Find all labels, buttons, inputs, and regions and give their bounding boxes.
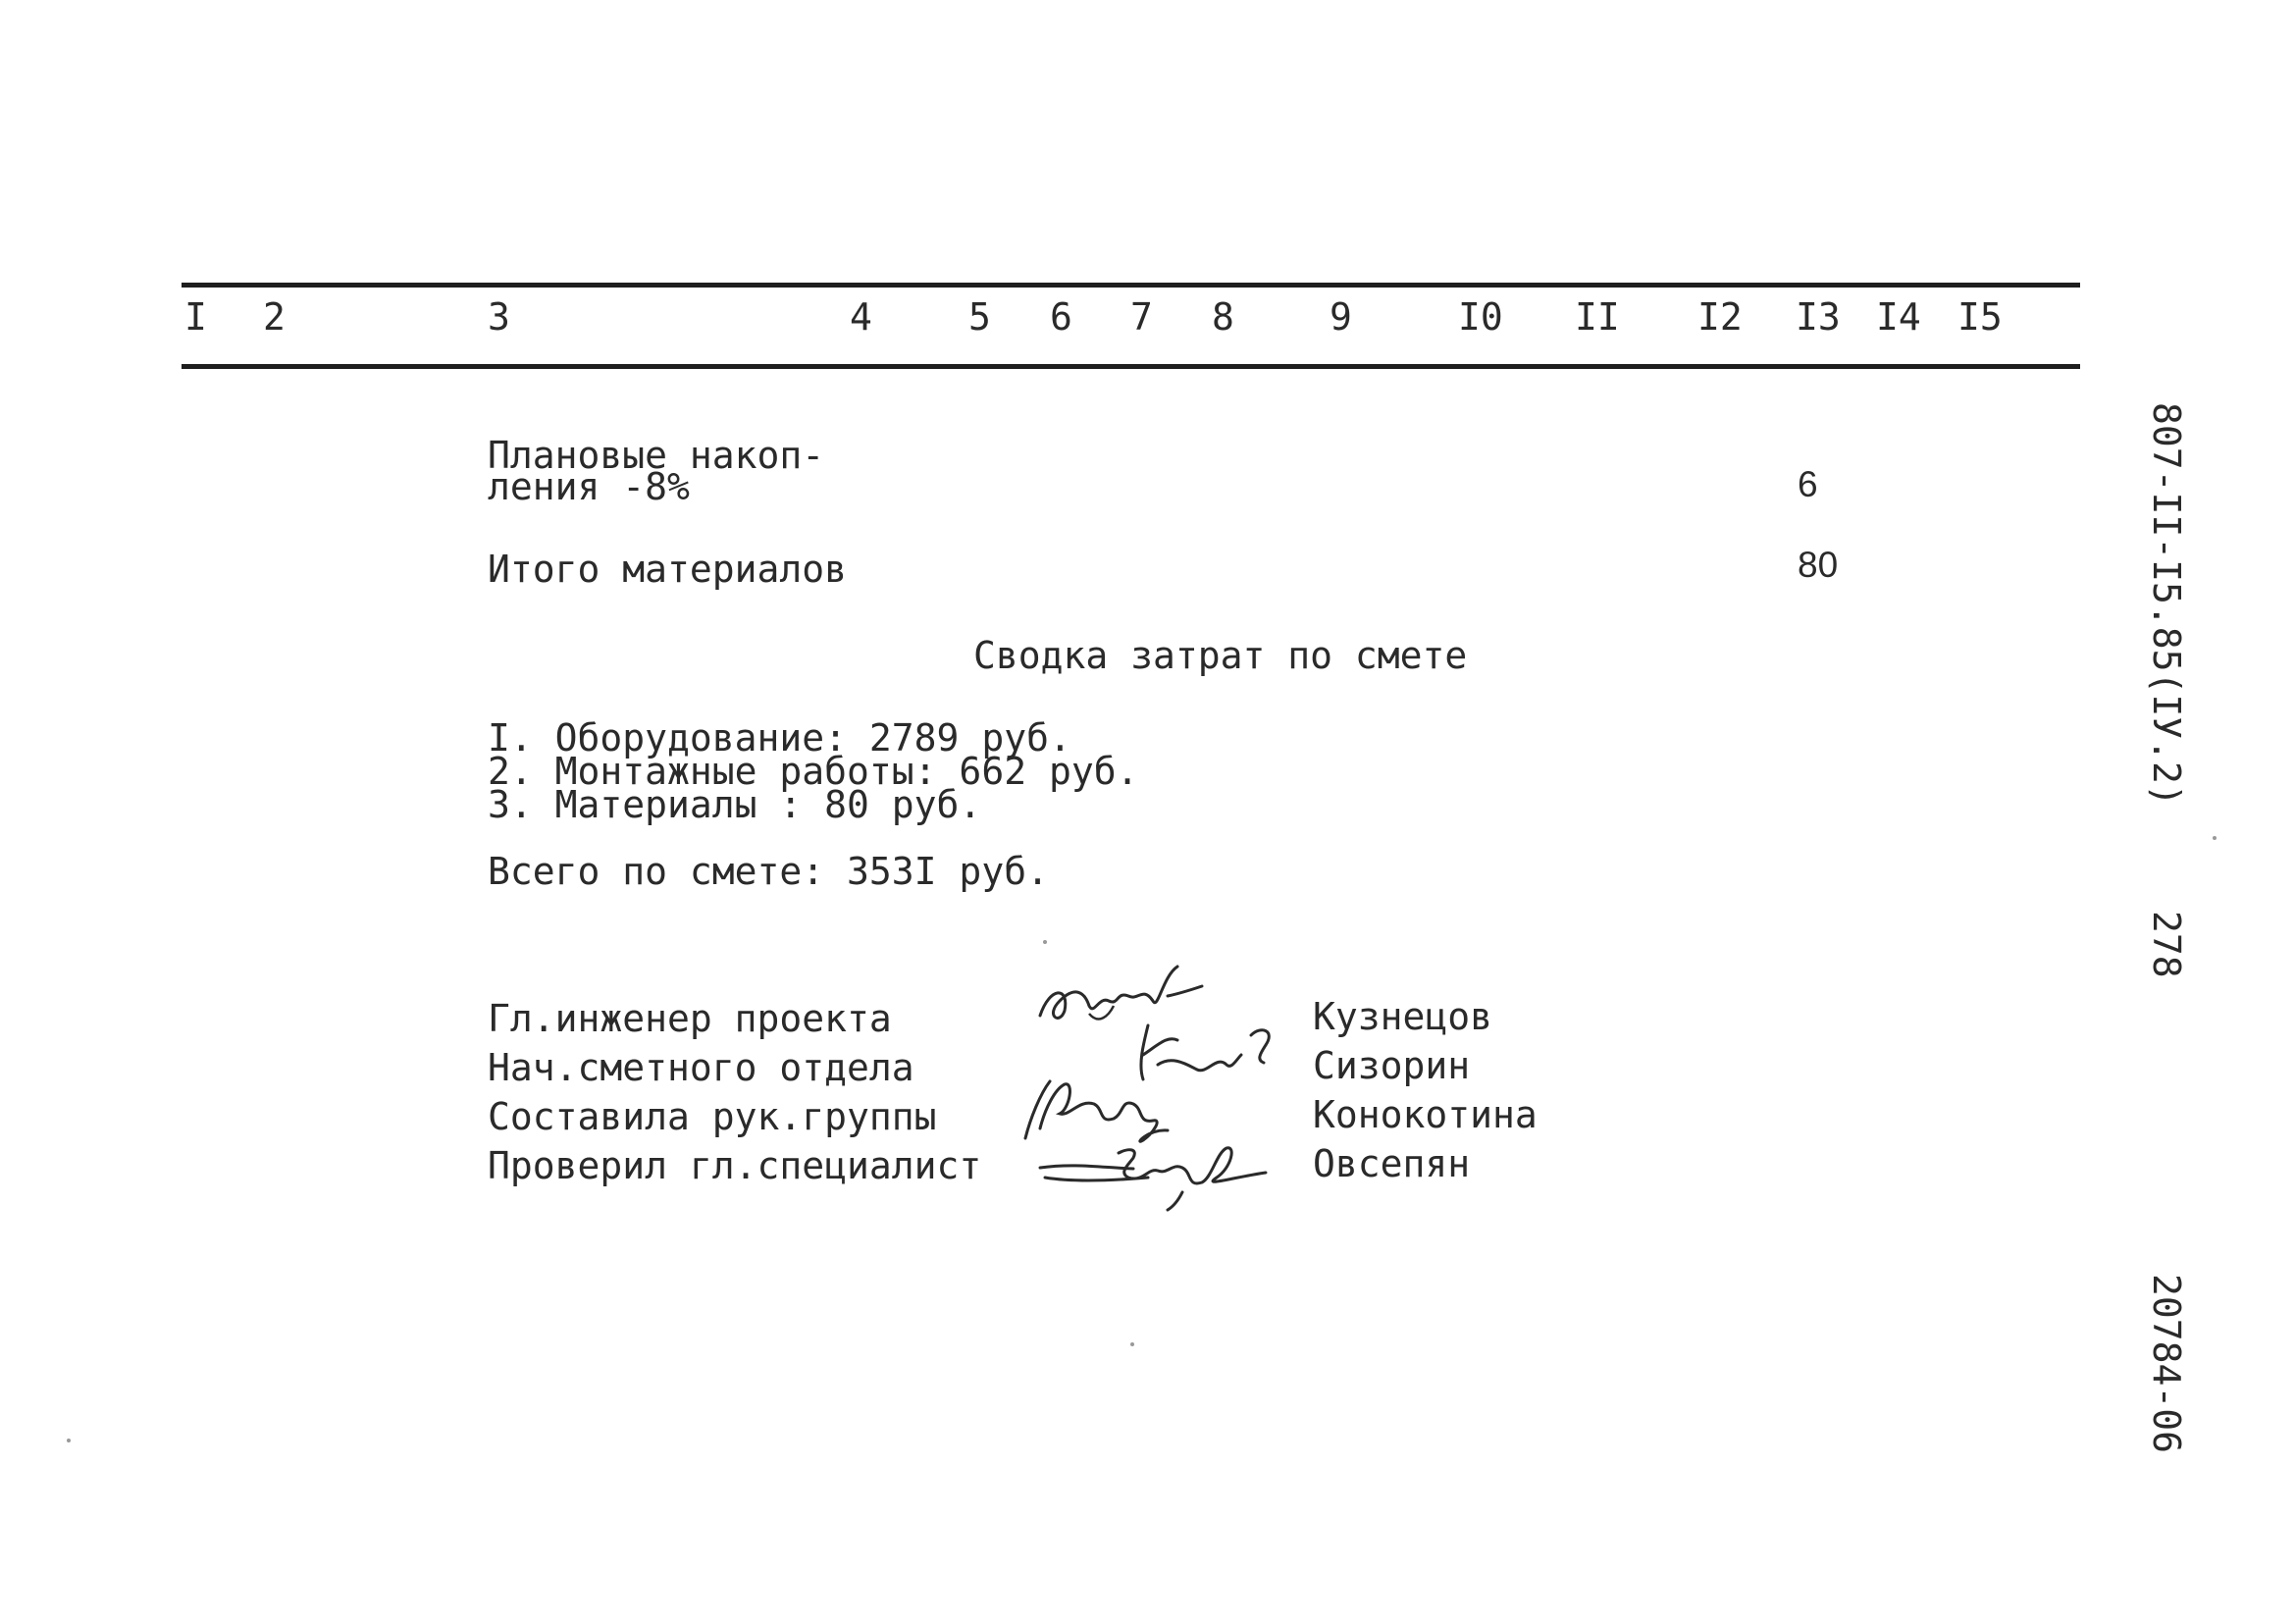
planned-savings-label-line1: Плановые накоп- — [488, 434, 825, 477]
column-number: 5 — [968, 295, 991, 339]
scan-speck — [1043, 940, 1047, 944]
summary-item-equipment: I. Оборудование: 2789 руб. — [488, 716, 1071, 760]
header-top-rule — [182, 283, 2080, 288]
column-number: II — [1575, 295, 1620, 339]
summary-total: Всего по смете: 353I руб. — [488, 850, 1049, 893]
scan-speck — [2213, 836, 2217, 840]
signature-name: Кузнецов — [1313, 995, 1493, 1038]
column-number: I — [184, 295, 207, 339]
summary-title: Сводка затрат по смете — [973, 634, 1468, 677]
summary-item-installation: 2. Монтажные работы: 662 руб. — [488, 750, 1139, 793]
column-number: 7 — [1130, 295, 1153, 339]
column-number: 2 — [263, 295, 286, 339]
document-code: 807-II-I5.85(IУ.2) — [2145, 402, 2188, 807]
signature-role: Гл.инженер проекта — [488, 997, 892, 1040]
signature-name: Сизорин — [1313, 1044, 1471, 1087]
column-number: 8 — [1212, 295, 1234, 339]
planned-savings-value: 6 — [1798, 464, 1818, 504]
total-materials-value: 80 — [1798, 545, 1839, 585]
column-number: I0 — [1458, 295, 1503, 339]
page-number: 278 — [2145, 911, 2188, 978]
column-number: 4 — [850, 295, 872, 339]
signature-role: Проверил гл.специалист — [488, 1144, 982, 1187]
total-materials-label: Итого материалов — [488, 548, 848, 591]
column-number: 9 — [1330, 295, 1352, 339]
archive-number: 20784-06 — [2145, 1274, 2188, 1454]
column-number: I3 — [1796, 295, 1841, 339]
handwritten-signature-4 — [1035, 1133, 1271, 1212]
signature-role: Нач.сметного отдела — [488, 1046, 914, 1089]
scan-speck — [1130, 1342, 1134, 1346]
column-number: I4 — [1876, 295, 1921, 339]
signature-role: Составила рук.группы — [488, 1095, 937, 1138]
signature-name: Овсепян — [1313, 1142, 1471, 1185]
planned-savings-label-line2: ления -8% — [488, 465, 690, 508]
column-number: 3 — [488, 295, 510, 339]
summary-item-materials: 3. Материалы : 80 руб. — [488, 783, 982, 826]
column-number: I2 — [1697, 295, 1743, 339]
column-number: 6 — [1050, 295, 1072, 339]
signature-name: Конокотина — [1313, 1093, 1538, 1136]
header-bottom-rule — [182, 364, 2080, 369]
column-number: I5 — [1957, 295, 2003, 339]
scan-speck — [67, 1439, 71, 1442]
